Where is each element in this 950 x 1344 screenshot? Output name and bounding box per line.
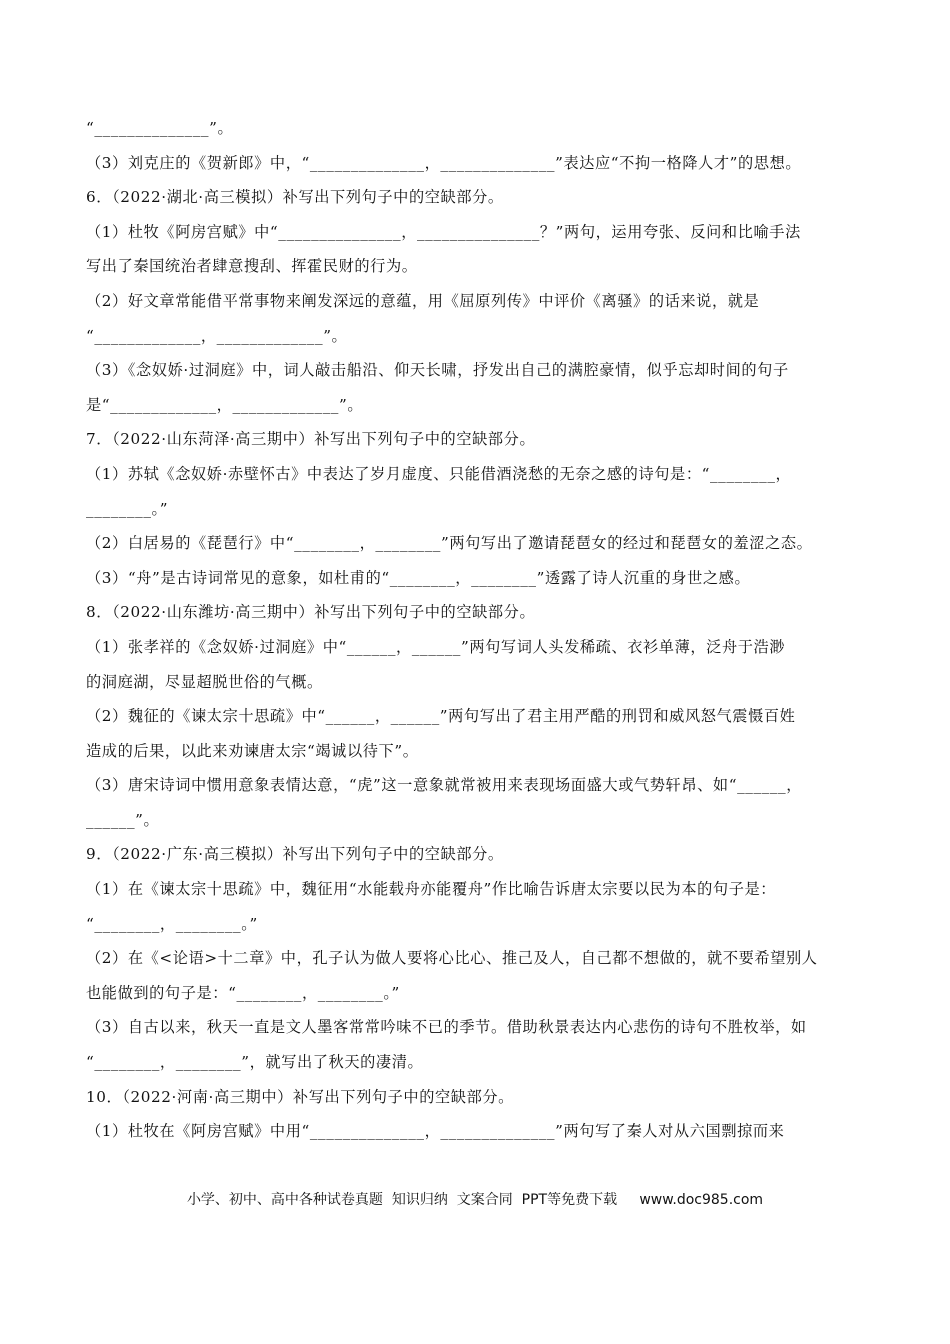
question-text-block xyxy=(86,111,864,1149)
text-line: （3）自古以来，秋天一直是文人墨客常常吟味不已的季节。借助秋景表达内心悲伤的诗句不胜枚举，如 xyxy=(86,1018,807,1037)
text-line: 写出了秦国统治者肆意搜刮、挥霍民财的行为。 xyxy=(86,257,418,276)
page-footer: 小学、初中、高中各种试卷真题 知识归纳 文案合同 PPT等免费下载 www.doc985.com xyxy=(186,1192,764,1208)
text-line: （3）“舟”是古诗词常见的意象，如杜甫的“________，________”透露了诗人沉重的身世之感。 xyxy=(86,568,751,587)
text-line: （3）《念奴娇·过洞庭》中，词人敲击船沿、仰天长啸，抒发出自己的满腔豪情，似乎忘却时间的句子 xyxy=(86,361,789,380)
question-heading: 7．（2022·山东菏泽·高三期中）补写出下列句子中的空缺部分。 xyxy=(86,430,536,449)
text-line: “______________”。 xyxy=(86,119,234,137)
question-heading: 6．（2022·湖北·高三模拟）补写出下列句子中的空缺部分。 xyxy=(86,188,504,207)
text-line: （1）张孝祥的《念奴娇·过洞庭》中“______，______”两句写词人头发稀疏、衣衫单薄，泛舟于浩渺 xyxy=(86,637,786,656)
text-line: （3）刘克庄的《贺新郎》中，“______________，______________”表达应“不拘一格降人才”的思想。 xyxy=(86,153,802,172)
question-heading: 8．（2022·山东潍坊·高三期中）补写出下列句子中的空缺部分。 xyxy=(86,603,536,622)
text-line: （2）在《<论语>十二章》中，孔子认为做人要将心比心、推己及人，自己都不想做的，就不要希望别人 xyxy=(86,949,818,968)
text-line: 造成的后果，以此来劝谏唐太宗“竭诚以待下”。 xyxy=(86,741,419,760)
text-line: （2）好文章常能借平常事物来阐发深远的意蕴，用《屈原列传》中评价《离骚》的话来说，就是 xyxy=(86,291,760,310)
text-line: （2）白居易的《琵琶行》中“________，________”两句写出了邀请琵琶女的经过和琵琶女的羞涩之态。 xyxy=(86,534,813,553)
text-line: （1）杜牧《阿房宫赋》中“_______________，_______________？”两句，运用夸张、反问和比喻手法 xyxy=(86,222,801,241)
text-line: “________，________”，就写出了秋天的凄清。 xyxy=(86,1053,424,1072)
text-line: ______”。 xyxy=(86,810,160,829)
question-heading: 10．（2022·河南·高三期中）补写出下列句子中的空缺部分。 xyxy=(86,1087,514,1106)
text-line: （1）苏轼《念奴娇·赤壁怀古》中表达了岁月虚度、只能借酒浇愁的无奈之感的诗句是：“________， xyxy=(86,464,792,483)
text-line: （1）在《谏太宗十思疏》中，魏征用“水能载舟亦能覆舟”作比喻告诉唐太宗要以民为本的句子是： xyxy=(86,880,777,899)
text-line: 是“_____________，_____________”。 xyxy=(86,395,364,414)
text-line: “_____________，_____________”。 xyxy=(86,326,348,345)
text-line: （1）杜牧在《阿房宫赋》中用“______________，______________”两句写了秦人对从六国剽掠而来 xyxy=(86,1122,785,1141)
text-line: （3）唐宋诗词中惯用意象表情达意，“虎”这一意象就常被用来表现场面盛大或气势轩昂、如“______， xyxy=(86,776,803,795)
text-line: ________。” xyxy=(86,499,169,518)
question-heading: 9．（2022·广东·高三模拟）补写出下列句子中的空缺部分。 xyxy=(86,845,504,864)
text-line: 也能做到的句子是：“________，________。” xyxy=(86,983,400,1002)
text-line: （2）魏征的《谏太宗十思疏》中“______，______”两句写出了君主用严酷的刑罚和威风怒气震慑百姓 xyxy=(86,707,796,726)
text-line: 的洞庭湖，尽显超脱世俗的气概。 xyxy=(86,672,323,691)
text-line: “________，________。” xyxy=(86,914,258,933)
